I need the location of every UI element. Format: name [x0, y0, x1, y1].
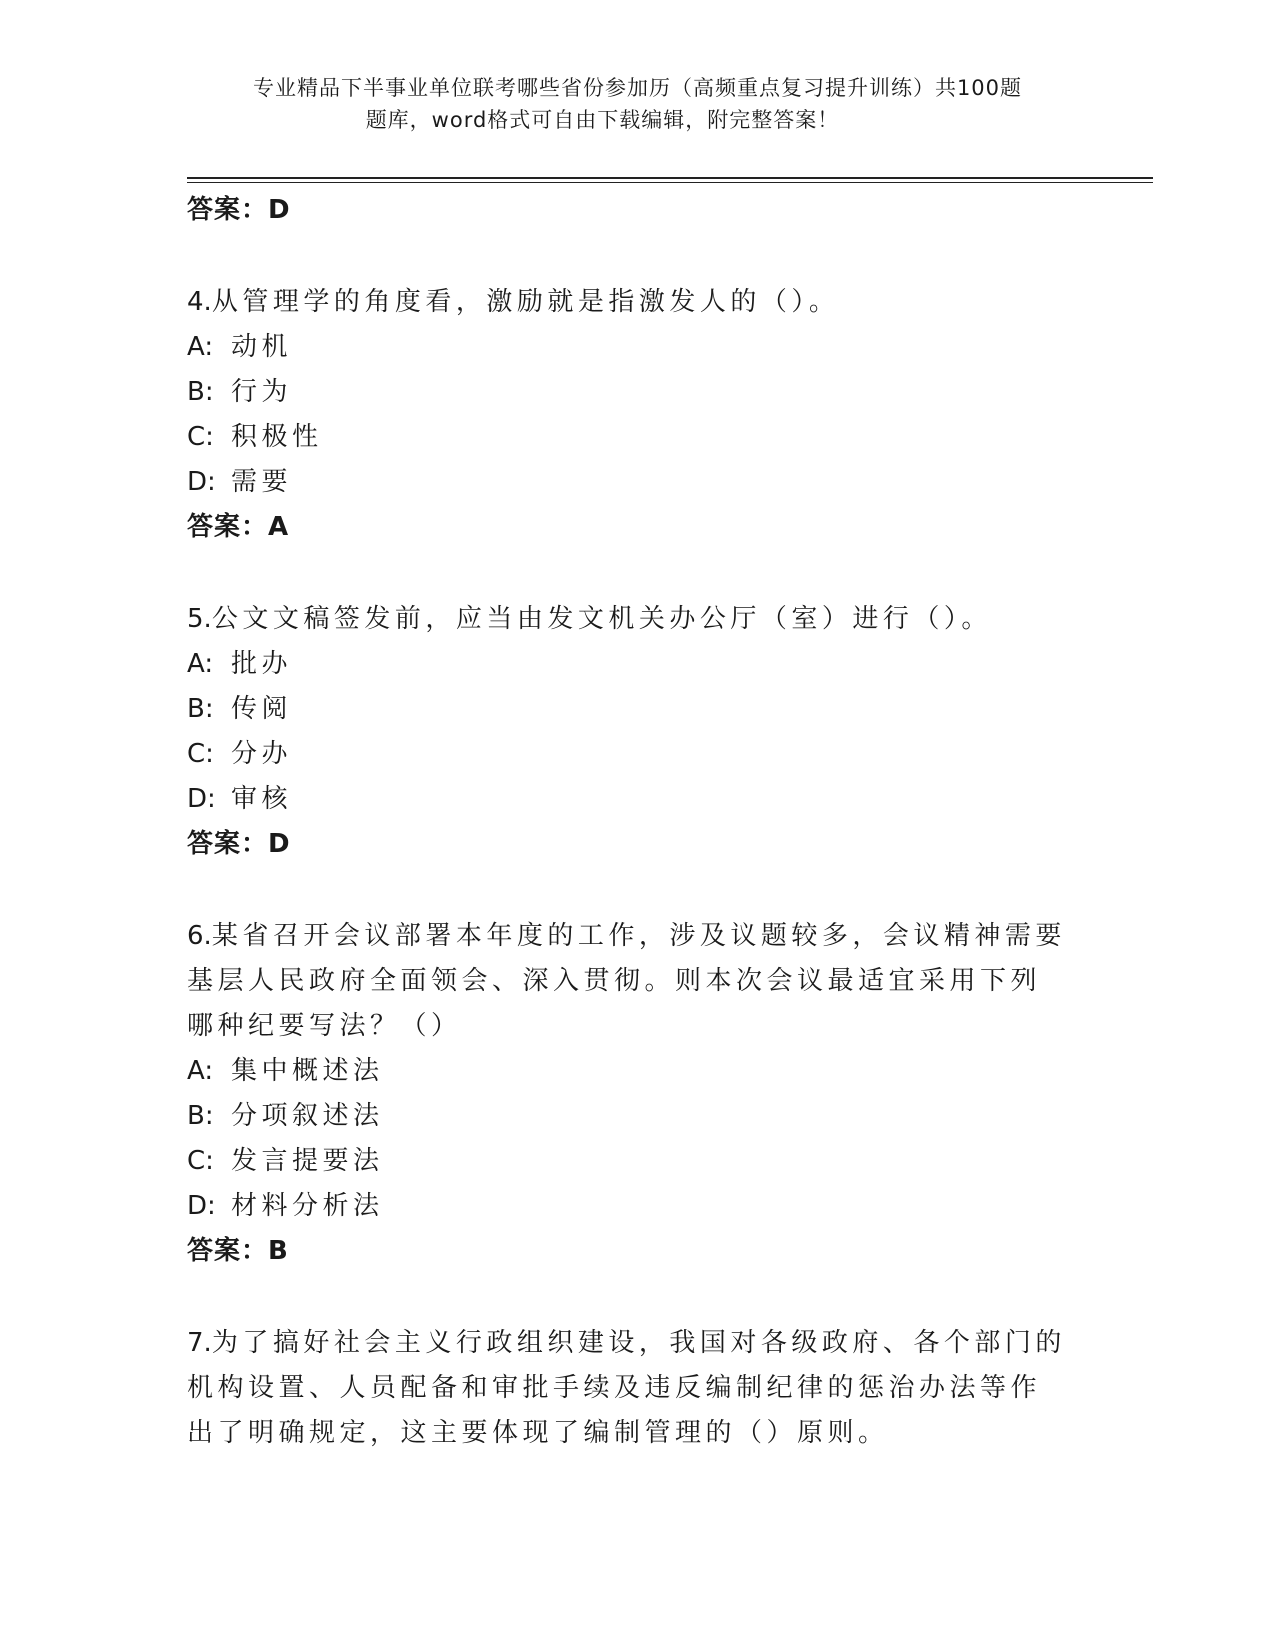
- option-label: D:: [187, 467, 216, 497]
- question-number: 5.: [187, 604, 212, 634]
- option-c: [187, 415, 1067, 460]
- option-c: [187, 1139, 1067, 1184]
- option-text: 动机: [231, 332, 293, 362]
- option-c: [187, 732, 1067, 777]
- option-label: B:: [187, 1101, 214, 1131]
- question-block: [187, 914, 1067, 1273]
- option-b: [187, 370, 1067, 415]
- question-text: 公文文稿签发前，应当由发文机关办公厅（室）进行（）。: [211, 604, 992, 634]
- answer-line: 答案：A: [187, 512, 290, 542]
- question-block: [187, 280, 1067, 549]
- option-b: [187, 687, 1067, 732]
- option-label: A:: [187, 332, 214, 362]
- answer-line: 答案：B: [187, 1236, 289, 1266]
- option-label: B:: [187, 694, 214, 724]
- option-text: 需要: [231, 467, 293, 497]
- option-label: A:: [187, 1056, 214, 1086]
- question-stem: [187, 1321, 1067, 1456]
- option-a: [187, 325, 1067, 370]
- question-block: [187, 1321, 1067, 1456]
- option-text: 材料分析法: [231, 1191, 384, 1221]
- question-text: 某省召开会议部署本年度的工作，涉及议题较多，会议精神需要基层人民政府全面领会、深入贯彻。则本次会议最适宜采用下列哪种纪要写法？（）: [187, 921, 1066, 1041]
- option-text: 传阅: [231, 694, 293, 724]
- option-d: [187, 777, 1067, 822]
- question-block: [187, 597, 1067, 866]
- option-label: C:: [187, 739, 214, 769]
- option-a: [187, 1049, 1067, 1094]
- header-rule-thick: [187, 177, 1153, 179]
- option-d: [187, 460, 1067, 505]
- option-label: B:: [187, 377, 214, 407]
- option-a: [187, 642, 1067, 687]
- answer-line: 答案：D: [187, 195, 291, 225]
- header-line-1: 专业精品下半事业单位联考哪些省份参加历（高频重点复习提升训练）共100题: [252, 76, 1023, 100]
- option-text: 分办: [231, 739, 293, 769]
- option-text: 批办: [231, 649, 293, 679]
- option-label: C:: [187, 422, 214, 452]
- question-number: 7.: [187, 1328, 212, 1358]
- option-label: C:: [187, 1146, 214, 1176]
- option-label: D:: [187, 784, 216, 814]
- question-stem: [187, 280, 1067, 325]
- header-rule-thin: [187, 182, 1153, 183]
- document-header: [0, 72, 1275, 136]
- option-text: 发言提要法: [231, 1146, 384, 1176]
- option-d: [187, 1184, 1067, 1229]
- question-stem: [187, 914, 1067, 1049]
- option-b: [187, 1094, 1067, 1139]
- header-line-2: 题库，word格式可自由下载编辑，附完整答案！: [365, 108, 840, 132]
- option-label: A:: [187, 649, 214, 679]
- document-body: [187, 188, 1067, 1456]
- question-stem: [187, 597, 1067, 642]
- option-text: 分项叙述法: [231, 1101, 384, 1131]
- question-number: 6.: [187, 921, 212, 951]
- option-text: 积极性: [231, 422, 323, 452]
- option-label: D:: [187, 1191, 216, 1221]
- question-text: 为了搞好社会主义行政组织建设，我国对各级政府、各个部门的机构设置、人员配备和审批手续及违反编制纪律的惩治办法等作出了明确规定，这主要体现了编制管理的（）原则。: [187, 1328, 1066, 1448]
- option-text: 审核: [231, 784, 293, 814]
- question-number: 4.: [187, 287, 212, 317]
- option-text: 行为: [231, 377, 293, 407]
- option-text: 集中概述法: [231, 1056, 384, 1086]
- answer-line: 答案：D: [187, 829, 291, 859]
- question-text: 从管理学的角度看，激励就是指激发人的（）。: [211, 287, 840, 317]
